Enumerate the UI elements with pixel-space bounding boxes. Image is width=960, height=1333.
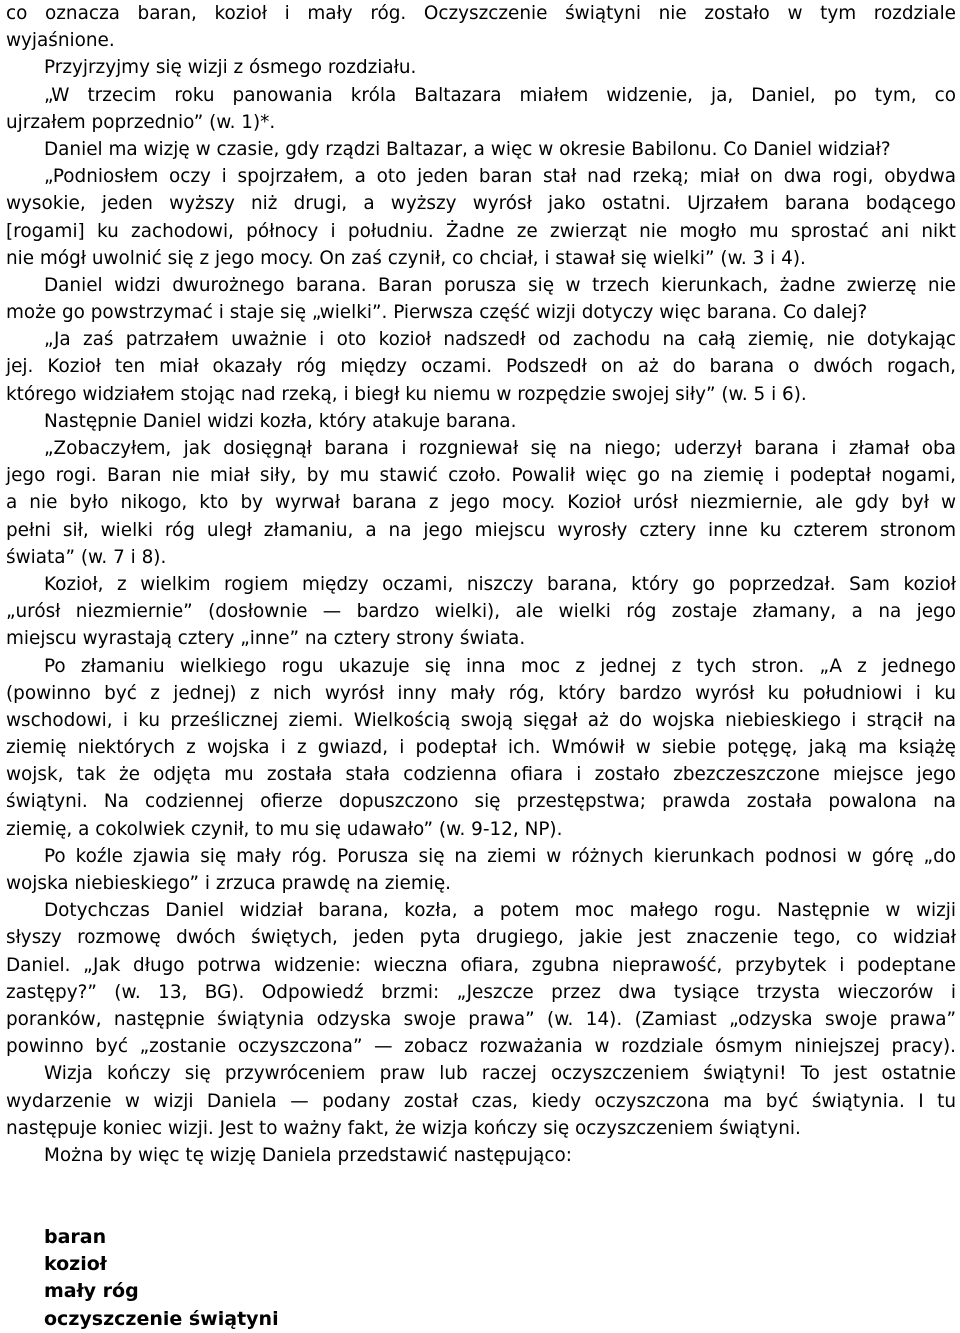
text-line: „Zobaczyłem, jak dosięgnął barana i rozgniewał się na niego; uderzył barana i złamał oba [44, 438, 956, 459]
text-line: zastępy?” (w. 13, BG). Odpowiedź brzmi: „Jeszcze przez dwa tysiące trzysta wieczorów i [6, 981, 956, 1003]
text-line: nie mógł uwolnić się z jego mocy. On zaś czynił, co chciał, i stawał się wielki” (w. 3 i 4). [6, 247, 806, 269]
text-line: co oznacza baran, kozioł i mały róg. Oczyszczenie świątyni nie zostało w tym rozdziale [6, 3, 956, 24]
text-line: ujrzałem poprzednio” (w. 1)*. [6, 111, 276, 133]
text-line: ziemię niektórych z wojska i z gwiazd, i podeptał ich. Wmówił w siebie potęgę, jaką ma książę [6, 737, 956, 759]
summary-list [6, 1224, 956, 1333]
text-line: Kozioł, z wielkim rogiem między oczami, niszczy barana, który go poprzedzał. Sam kozioł [44, 573, 956, 595]
text-line: [rogami] ku zachodowi, północy i południu. Żadne ze zwierząt nie mogło mu sprostać ani nikt [6, 220, 956, 242]
text-line: a nie było nikogo, kto by wyrwał barana z jego mocy. Kozioł urósł niezmiernie, ale gdy był w [6, 492, 956, 514]
text-line: ziemię, a cokolwiek czynił, to mu się udawało” (w. 9-12, NP). [6, 818, 563, 840]
text-line: jego rogi. Baran nie miał siły, by mu stawić czoło. Powalił więc go na ziemię i podeptał nogami, [6, 465, 956, 487]
text-line: świata” (w. 7 i 8). [6, 546, 167, 568]
text-line: pełni sił, wielki róg uległ złamaniu, a na jego miejscu wyrosły cztery inne ku czterem stronom [6, 519, 956, 541]
document-page [6, 0, 956, 1333]
text-line: Po złamaniu wielkiego rogu ukazuje się inna moc z jednej z tych stron. „A z jednego [44, 655, 956, 677]
text-line: Po koźle zjawia się mały róg. Porusza się na ziemi w różnych kierunkach podnosi w górę „do [44, 845, 956, 867]
text-line: Daniel ma wizję w czasie, gdy rządzi Baltazar, a więc w okresie Babilonu. Co Daniel widział? [44, 138, 891, 160]
text-line: „urósł niezmiernie” (dosłownie — bardzo wielki), ale wielki róg zostaje złamany, a na jego [6, 601, 956, 623]
summary-list-item: oczyszczenie świątyni [44, 1307, 279, 1330]
summary-list-item: baran [44, 1226, 107, 1249]
summary-list-item: mały róg [44, 1280, 139, 1303]
text-line: może go powstrzymać i staje się „wielki”. Pierwsza część wizji dotyczy więc barana. Co dalej? [6, 302, 868, 324]
text-line: świątyni. Na codziennej ofierze dopuszczono się przestępstwa; prawda została powalona na [6, 791, 956, 813]
text-line: Wizja kończy się przywróceniem praw lub raczej oczyszczeniem świątyni! To jest ostatnie [44, 1063, 956, 1085]
summary-list-item: kozioł [44, 1253, 107, 1276]
text-line: „Podniosłem oczy i spojrzałem, a oto jeden baran stał nad rzeką; miał on dwa rogi, obydwa [44, 166, 956, 188]
text-line: Dotychczas Daniel widział barana, kozła, a potem moc małego rogu. Następnie w wizji [44, 900, 956, 922]
text-line: następuje koniec wizji. Jest to ważny fakt, że wizja kończy się oczyszczeniem świątyni. [6, 1117, 801, 1139]
text-line: słyszy rozmowę dwóch świętych, jeden pyta drugiego, jakie jest znaczenie tego, co widział [6, 927, 956, 949]
text-line: wojsk, tak że odjęta mu została stała codzienna ofiara i zostało zbezczeszczone miejsce jego [6, 764, 956, 786]
body-text [6, 0, 956, 1169]
text-line: „Ja zaś patrzałem uważnie i oto kozioł nadszedł od zachodu na całą ziemię, nie dotykając [44, 329, 956, 351]
text-line: Daniel. „Jak długo potrwa widzenie: wieczna ofiara, zgubna nieprawość, przybytek i podeptane [6, 954, 956, 976]
text-line: Można by więc tę wizję Daniela przedstawić następująco: [44, 1144, 572, 1166]
text-line: jej. Kozioł ten miał okazały róg między oczami. Podszedł on aż do barana o dwóch rogach, [6, 356, 956, 378]
text-line: (powinno być z jednej) z nich wyrósł inny mały róg, który bardzo wyrósł ku południowi i ku [6, 682, 956, 704]
text-line: powinno być „zostanie oczyszczona” — zobacz rozważania w rozdziale ósmym niniejszej pracy). [6, 1036, 956, 1058]
text-line: którego widziałem stojąc nad rzeką, i biegł ku niemu w rozpędzie swojej siły” (w. 5 i 6). [6, 383, 807, 405]
text-line: Następnie Daniel widzi kozła, który atakuje barana. [44, 410, 517, 432]
text-line: wschodowi, i ku prześlicznej ziemi. Wielkością swoją sięgał aż do wojska niebieskiego i strącił na [6, 709, 956, 731]
text-line: miejscu wyrastają cztery „inne” na cztery strony świata. [6, 628, 526, 650]
text-line: wyjaśnione. [6, 30, 115, 52]
text-line: poranków, następnie świątynia odzyska swoje prawa” (w. 14). (Zamiast „odzyska swoje prawa” [6, 1008, 956, 1030]
text-line: Daniel widzi dwurożnego barana. Baran porusza się w trzech kierunkach, żadne zwierzę nie [44, 274, 956, 296]
text-line: wysokie, jeden wyższy niż drugi, a wyższy wyrósł jako ostatni. Ujrzałem barana bodącego [6, 193, 956, 215]
text-line: „W trzecim roku panowania króla Baltazara miałem widzenie, ja, Daniel, po tym, co [44, 84, 956, 106]
text-line: wydarzenie w wizji Daniela — podany został czas, kiedy oczyszczona ma być świątynia. I tu [6, 1090, 956, 1112]
text-line: Przyjrzyjmy się wizji z ósmego rozdziału. [44, 57, 417, 79]
text-line: wojska niebieskiego” i zrzuca prawdę na ziemię. [6, 873, 452, 894]
